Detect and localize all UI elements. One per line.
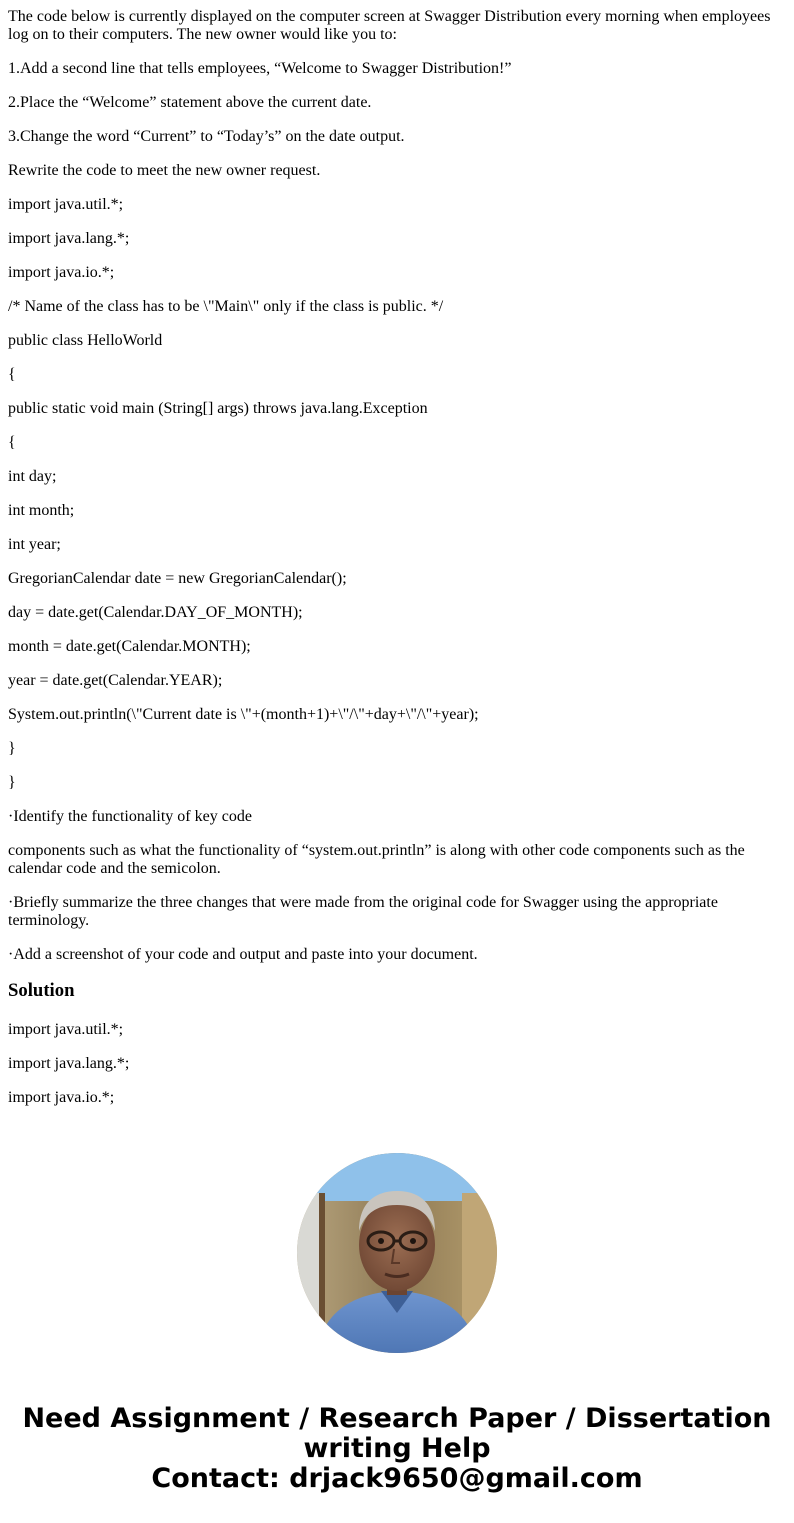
task-bullet-1-continued: components such as what the functionality of “system.out.println” is along with other code components such as the calendar code and the semicolon. xyxy=(8,842,745,877)
code-line: int month; xyxy=(8,502,75,519)
solution-code-line: import java.lang.*; xyxy=(8,1055,130,1072)
code-line: public class HelloWorld xyxy=(8,332,163,349)
avatar xyxy=(297,1153,497,1353)
code-line: import java.util.*; xyxy=(8,196,124,213)
task-bullet-1: ·Identify the functionality of key code xyxy=(8,808,252,825)
code-line: { xyxy=(8,366,16,383)
code-line: /* Name of the class has to be \"Main\" only if the class is public. */ xyxy=(8,298,444,315)
solution-code-line: import java.io.*; xyxy=(8,1089,115,1106)
code-line: System.out.println(\"Current date is \"+(month+1)+\"/\"+day+\"/\"+year); xyxy=(8,706,479,723)
banner-line-1: Need Assignment / Research Paper / Dissertation xyxy=(22,1403,772,1434)
code-line: import java.lang.*; xyxy=(8,230,130,247)
question-section xyxy=(8,8,786,964)
code-line: public static void main (String[] args) throws java.lang.Exception xyxy=(8,400,428,417)
solution-section xyxy=(8,980,786,1107)
document-body xyxy=(8,8,786,1123)
requirement-3: 3.Change the word “Current” to “Today’s” on the date output. xyxy=(8,128,405,145)
instruction-text: Rewrite the code to meet the new owner request. xyxy=(8,162,321,179)
code-line: import java.io.*; xyxy=(8,264,115,281)
solution-heading: Solution xyxy=(8,980,75,1001)
code-line: } xyxy=(8,774,16,791)
code-line: } xyxy=(8,740,16,757)
requirement-2: 2.Place the “Welcome” statement above the current date. xyxy=(8,94,372,111)
task-bullet-2: ·Briefly summarize the three changes that were made from the original code for Swagger using the appropriate terminology. xyxy=(8,894,718,929)
task-bullet-3: ·Add a screenshot of your code and output and paste into your document. xyxy=(8,946,478,963)
code-line: year = date.get(Calendar.YEAR); xyxy=(8,672,223,689)
code-line: { xyxy=(8,434,16,451)
code-line: int year; xyxy=(8,536,61,553)
person-photo-icon xyxy=(297,1153,497,1353)
code-line: day = date.get(Calendar.DAY_OF_MONTH); xyxy=(8,604,303,621)
code-line: int day; xyxy=(8,468,57,485)
contact-banner xyxy=(0,1404,794,1494)
banner-line-2: writing Help xyxy=(303,1433,491,1464)
question-intro: The code below is currently displayed on the computer screen at Swagger Distribution every morning when employees log on to their computers. The new owner would like you to: xyxy=(8,8,771,43)
code-line: month = date.get(Calendar.MONTH); xyxy=(8,638,251,655)
contact-email: Contact: drjack9650@gmail.com xyxy=(151,1463,643,1494)
code-line: GregorianCalendar date = new GregorianCalendar(); xyxy=(8,570,347,587)
solution-code-line: import java.util.*; xyxy=(8,1021,124,1038)
requirement-1: 1.Add a second line that tells employees, “Welcome to Swagger Distribution!” xyxy=(8,60,512,77)
